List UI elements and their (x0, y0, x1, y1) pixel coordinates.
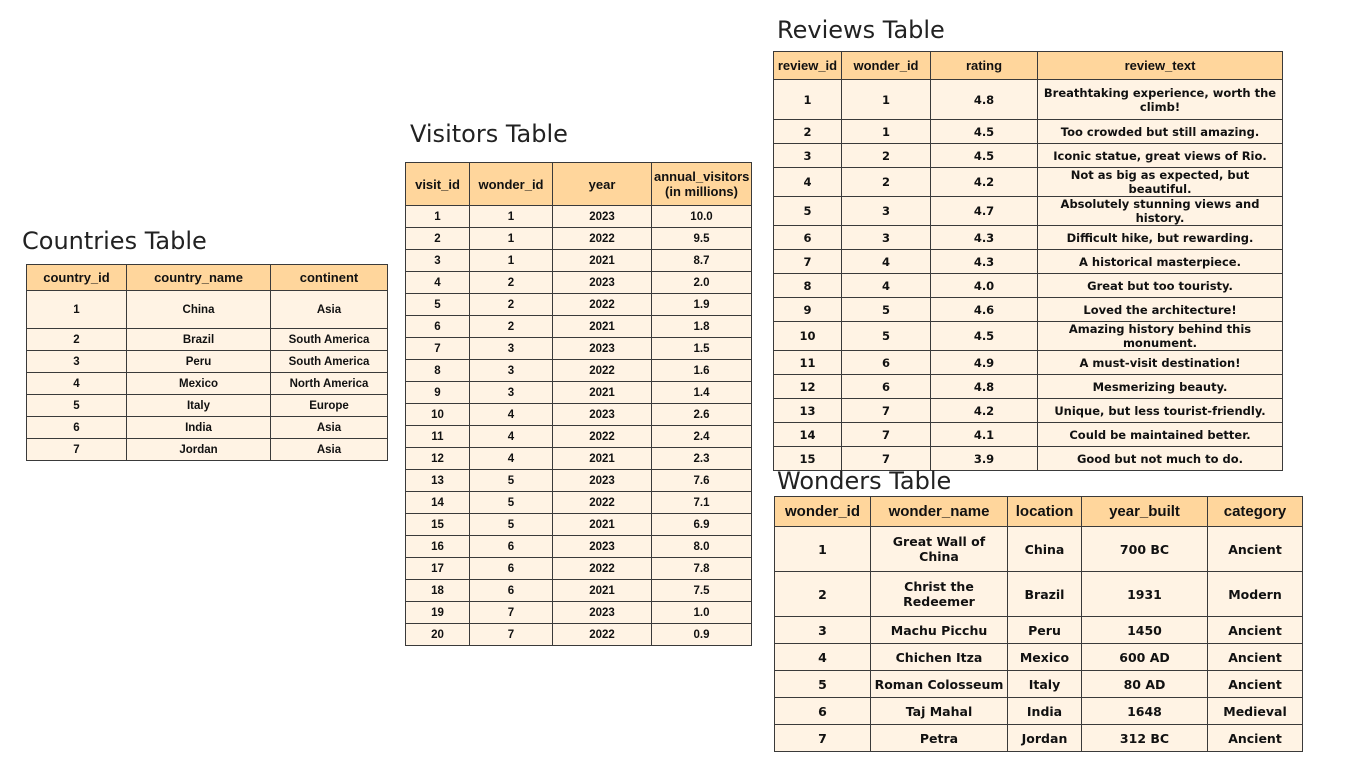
table-cell: 7.1 (652, 492, 752, 514)
table-cell: 2021 (553, 250, 652, 272)
table-cell: 2023 (553, 404, 652, 426)
column-header: country_name (127, 265, 271, 291)
column-header: annual_visitors (in millions) (652, 163, 752, 206)
table-cell: 2022 (553, 624, 652, 646)
table-cell: Ancient (1208, 617, 1303, 644)
table-cell: 1450 (1082, 617, 1208, 644)
table-cell: South America (271, 351, 388, 373)
table-cell: 4.1 (931, 423, 1038, 447)
table-cell: 6 (842, 375, 931, 399)
table-cell: Good but not much to do. (1038, 447, 1283, 471)
table-cell: 1.8 (652, 316, 752, 338)
table-cell: 8.7 (652, 250, 752, 272)
table-cell: 9 (406, 382, 470, 404)
table-cell: 14 (774, 423, 842, 447)
table-row (775, 725, 1303, 752)
table-row (406, 514, 752, 536)
table-cell: 9 (774, 298, 842, 322)
table-row (27, 351, 388, 373)
table-cell: 2 (470, 316, 553, 338)
table-row (406, 382, 752, 404)
table-cell: Roman Colosseum (871, 671, 1008, 698)
table-cell: 4.8 (931, 80, 1038, 120)
table-cell: 18 (406, 580, 470, 602)
table-cell: 1.4 (652, 382, 752, 404)
table-row (775, 617, 1303, 644)
table-cell: 4.5 (931, 144, 1038, 168)
table-cell: 1.9 (652, 294, 752, 316)
table-cell: 2022 (553, 558, 652, 580)
table-cell: India (127, 417, 271, 439)
table-cell: 2.0 (652, 272, 752, 294)
table-cell: 8 (774, 274, 842, 298)
table-cell: 2 (842, 168, 931, 197)
table-cell: 2 (842, 144, 931, 168)
table-row (774, 120, 1283, 144)
table-row (406, 294, 752, 316)
table-cell: Ancient (1208, 527, 1303, 572)
table-cell: 7 (842, 447, 931, 471)
table-cell: Not as big as expected, but beautiful. (1038, 168, 1283, 197)
table-cell: 2 (406, 228, 470, 250)
table-cell: 2021 (553, 580, 652, 602)
table-cell: Christ the Redeemer (871, 572, 1008, 617)
table-cell: 3 (27, 351, 127, 373)
table-cell: 1 (470, 228, 553, 250)
table-cell: 2.3 (652, 448, 752, 470)
table-row (406, 624, 752, 646)
table-cell: 3.9 (931, 447, 1038, 471)
table-row (406, 470, 752, 492)
table-cell: Absolutely stunning views and history. (1038, 197, 1283, 226)
table-cell: 5 (406, 294, 470, 316)
table-cell: 700 BC (1082, 527, 1208, 572)
column-header: review_id (774, 52, 842, 80)
table-cell: 11 (774, 351, 842, 375)
table-cell: 9.5 (652, 228, 752, 250)
table-cell: 2022 (553, 426, 652, 448)
table-cell: 0.9 (652, 624, 752, 646)
table-cell: 6 (470, 558, 553, 580)
table-cell: A must-visit destination! (1038, 351, 1283, 375)
table-row (774, 250, 1283, 274)
visitors-table (405, 162, 752, 646)
table-cell: 4 (470, 426, 553, 448)
table-cell: Asia (271, 417, 388, 439)
column-header: continent (271, 265, 388, 291)
column-header: year_built (1082, 497, 1208, 527)
table-row (775, 527, 1303, 572)
table-cell: 6 (774, 226, 842, 250)
table-cell: 4 (27, 373, 127, 395)
table-cell: Too crowded but still amazing. (1038, 120, 1283, 144)
table-cell: Great but too touristy. (1038, 274, 1283, 298)
table-cell: 15 (774, 447, 842, 471)
table-row (774, 168, 1283, 197)
countries-table (26, 264, 388, 461)
table-cell: 7 (470, 624, 553, 646)
table-cell: 4 (774, 168, 842, 197)
table-cell: 2022 (553, 228, 652, 250)
table-cell: 7 (27, 439, 127, 461)
table-cell: 1 (470, 250, 553, 272)
table-cell: 2021 (553, 316, 652, 338)
table-cell: 6 (27, 417, 127, 439)
table-cell: 2.4 (652, 426, 752, 448)
table-cell: 6 (842, 351, 931, 375)
table-cell: 2022 (553, 360, 652, 382)
table-cell: 7.5 (652, 580, 752, 602)
table-cell: 8.0 (652, 536, 752, 558)
header-row (406, 163, 752, 206)
table-cell: 7 (774, 250, 842, 274)
table-cell: 3 (470, 382, 553, 404)
table-cell: 5 (470, 514, 553, 536)
table-cell: 4 (406, 272, 470, 294)
table-cell: 3 (842, 226, 931, 250)
table-cell: 13 (774, 399, 842, 423)
table-row (774, 375, 1283, 399)
table-cell: 11 (406, 426, 470, 448)
column-header: year (553, 163, 652, 206)
table-cell: 15 (406, 514, 470, 536)
table-row (406, 558, 752, 580)
table-cell: 2 (774, 120, 842, 144)
table-row (27, 395, 388, 417)
table-cell: 13 (406, 470, 470, 492)
table-cell: 1.5 (652, 338, 752, 360)
table-cell: 4.7 (931, 197, 1038, 226)
table-cell: 2023 (553, 470, 652, 492)
table-row (406, 316, 752, 338)
table-cell: 2023 (553, 272, 652, 294)
table-cell: Loved the architecture! (1038, 298, 1283, 322)
table-cell: Asia (271, 291, 388, 329)
table-cell: A historical masterpiece. (1038, 250, 1283, 274)
table-cell: Taj Mahal (871, 698, 1008, 725)
table-row (775, 671, 1303, 698)
table-cell: 7 (775, 725, 871, 752)
table-cell: 4.0 (931, 274, 1038, 298)
table-cell: Brazil (1008, 572, 1082, 617)
column-header: wonder_id (470, 163, 553, 206)
table-cell: 4 (470, 404, 553, 426)
table-cell: 3 (774, 144, 842, 168)
table-cell: Machu Picchu (871, 617, 1008, 644)
table-row (406, 228, 752, 250)
table-cell: 20 (406, 624, 470, 646)
table-cell: North America (271, 373, 388, 395)
table-cell: 17 (406, 558, 470, 580)
table-cell: Mesmerizing beauty. (1038, 375, 1283, 399)
table-cell: 1 (842, 80, 931, 120)
table-row (27, 373, 388, 395)
table-row (774, 298, 1283, 322)
table-cell: South America (271, 329, 388, 351)
table-cell: Ancient (1208, 644, 1303, 671)
table-cell: 6 (470, 580, 553, 602)
table-row (27, 291, 388, 329)
table-cell: 2021 (553, 514, 652, 536)
table-cell: 5 (27, 395, 127, 417)
table-row (774, 351, 1283, 375)
wonders-table-title: Wonders Table (777, 467, 952, 495)
table-row (406, 250, 752, 272)
table-cell: 2022 (553, 492, 652, 514)
table-row (774, 197, 1283, 226)
table-cell: 6 (406, 316, 470, 338)
table-cell: 2 (470, 294, 553, 316)
column-header: category (1208, 497, 1303, 527)
table-cell: 3 (775, 617, 871, 644)
table-cell: 7 (842, 399, 931, 423)
table-cell: 4.5 (931, 322, 1038, 351)
table-cell: 1 (406, 206, 470, 228)
table-cell: 4.3 (931, 226, 1038, 250)
table-row (406, 580, 752, 602)
table-cell: 5 (774, 197, 842, 226)
table-cell: 3 (470, 360, 553, 382)
header-row (774, 52, 1283, 80)
table-row (27, 439, 388, 461)
table-cell: 4.2 (931, 168, 1038, 197)
table-cell: 4.9 (931, 351, 1038, 375)
table-cell: Could be maintained better. (1038, 423, 1283, 447)
table-cell: Italy (127, 395, 271, 417)
table-cell: Mexico (1008, 644, 1082, 671)
table-cell: India (1008, 698, 1082, 725)
table-cell: 7.8 (652, 558, 752, 580)
column-header: rating (931, 52, 1038, 80)
table-cell: 5 (775, 671, 871, 698)
table-cell: 12 (774, 375, 842, 399)
table-cell: 14 (406, 492, 470, 514)
reviews-table (773, 51, 1283, 471)
table-cell: 2023 (553, 536, 652, 558)
table-cell: 4 (842, 250, 931, 274)
table-cell: Iconic statue, great views of Rio. (1038, 144, 1283, 168)
table-cell: Breathtaking experience, worth the climb! (1038, 80, 1283, 120)
column-header: country_id (27, 265, 127, 291)
column-header: visit_id (406, 163, 470, 206)
table-cell: 8 (406, 360, 470, 382)
table-cell: 2022 (553, 294, 652, 316)
table-cell: 5 (842, 298, 931, 322)
table-cell: 4.3 (931, 250, 1038, 274)
table-cell: 312 BC (1082, 725, 1208, 752)
table-row (775, 572, 1303, 617)
table-cell: China (127, 291, 271, 329)
table-cell: Jordan (1008, 725, 1082, 752)
column-header: location (1008, 497, 1082, 527)
table-cell: 2023 (553, 602, 652, 624)
column-header: review_text (1038, 52, 1283, 80)
table-cell: Chichen Itza (871, 644, 1008, 671)
table-cell: 7 (842, 423, 931, 447)
table-cell: 4 (470, 448, 553, 470)
table-cell: 4 (775, 644, 871, 671)
table-cell: Jordan (127, 439, 271, 461)
table-row (774, 144, 1283, 168)
table-cell: 2021 (553, 382, 652, 404)
table-row (406, 448, 752, 470)
column-header: wonder_id (842, 52, 931, 80)
table-cell: 4.5 (931, 120, 1038, 144)
table-cell: Unique, but less tourist-friendly. (1038, 399, 1283, 423)
table-row (406, 602, 752, 624)
table-row (774, 399, 1283, 423)
table-row (775, 698, 1303, 725)
table-cell: 2 (775, 572, 871, 617)
table-cell: 6.9 (652, 514, 752, 536)
wonders-table (774, 496, 1303, 752)
table-cell: Peru (1008, 617, 1082, 644)
table-row (774, 423, 1283, 447)
table-cell: 1931 (1082, 572, 1208, 617)
table-cell: Petra (871, 725, 1008, 752)
table-cell: 4.2 (931, 399, 1038, 423)
table-row (406, 272, 752, 294)
table-cell: 1648 (1082, 698, 1208, 725)
table-cell: Asia (271, 439, 388, 461)
table-row (406, 536, 752, 558)
table-row (406, 404, 752, 426)
table-row (406, 206, 752, 228)
table-row (27, 329, 388, 351)
table-row (774, 274, 1283, 298)
table-cell: 16 (406, 536, 470, 558)
table-cell: 3 (406, 250, 470, 272)
table-cell: 1 (775, 527, 871, 572)
column-header: wonder_name (871, 497, 1008, 527)
table-cell: 3 (470, 338, 553, 360)
table-cell: 10 (774, 322, 842, 351)
table-cell: Ancient (1208, 671, 1303, 698)
table-cell: 2023 (553, 206, 652, 228)
table-cell: Amazing history behind this monument. (1038, 322, 1283, 351)
table-cell: 1 (842, 120, 931, 144)
table-row (774, 226, 1283, 250)
table-row (774, 322, 1283, 351)
table-row (406, 426, 752, 448)
table-cell: 4 (842, 274, 931, 298)
table-cell: 7.6 (652, 470, 752, 492)
table-cell: 12 (406, 448, 470, 470)
table-cell: 7 (406, 338, 470, 360)
table-cell: Brazil (127, 329, 271, 351)
table-cell: Mexico (127, 373, 271, 395)
table-cell: 2 (470, 272, 553, 294)
table-cell: 2 (27, 329, 127, 351)
table-cell: 1 (27, 291, 127, 329)
table-cell: 2023 (553, 338, 652, 360)
table-cell: 80 AD (1082, 671, 1208, 698)
table-row (774, 80, 1283, 120)
table-cell: Peru (127, 351, 271, 373)
header-row (27, 265, 388, 291)
table-row (406, 492, 752, 514)
table-cell: Italy (1008, 671, 1082, 698)
table-cell: Difficult hike, but rewarding. (1038, 226, 1283, 250)
table-cell: 2.6 (652, 404, 752, 426)
table-row (406, 360, 752, 382)
table-cell: Europe (271, 395, 388, 417)
table-cell: 4.6 (931, 298, 1038, 322)
header-row (775, 497, 1303, 527)
table-cell: 10 (406, 404, 470, 426)
table-cell: 6 (470, 536, 553, 558)
table-cell: China (1008, 527, 1082, 572)
table-cell: 5 (470, 492, 553, 514)
table-cell: Great Wall of China (871, 527, 1008, 572)
table-row (406, 338, 752, 360)
table-cell: 1 (470, 206, 553, 228)
table-cell: 600 AD (1082, 644, 1208, 671)
table-cell: 5 (470, 470, 553, 492)
table-cell: 2021 (553, 448, 652, 470)
table-cell: 4.8 (931, 375, 1038, 399)
table-cell: 1 (774, 80, 842, 120)
table-cell: Modern (1208, 572, 1303, 617)
column-header: wonder_id (775, 497, 871, 527)
table-cell: Medieval (1208, 698, 1303, 725)
table-cell: 6 (775, 698, 871, 725)
table-cell: 19 (406, 602, 470, 624)
table-cell: 1.6 (652, 360, 752, 382)
countries-table-title: Countries Table (22, 227, 207, 255)
table-row (775, 644, 1303, 671)
reviews-table-title: Reviews Table (777, 16, 945, 44)
table-cell: 1.0 (652, 602, 752, 624)
visitors-table-title: Visitors Table (410, 120, 568, 148)
table-row (27, 417, 388, 439)
table-cell: 5 (842, 322, 931, 351)
table-cell: 10.0 (652, 206, 752, 228)
table-cell: Ancient (1208, 725, 1303, 752)
table-cell: 3 (842, 197, 931, 226)
table-cell: 7 (470, 602, 553, 624)
